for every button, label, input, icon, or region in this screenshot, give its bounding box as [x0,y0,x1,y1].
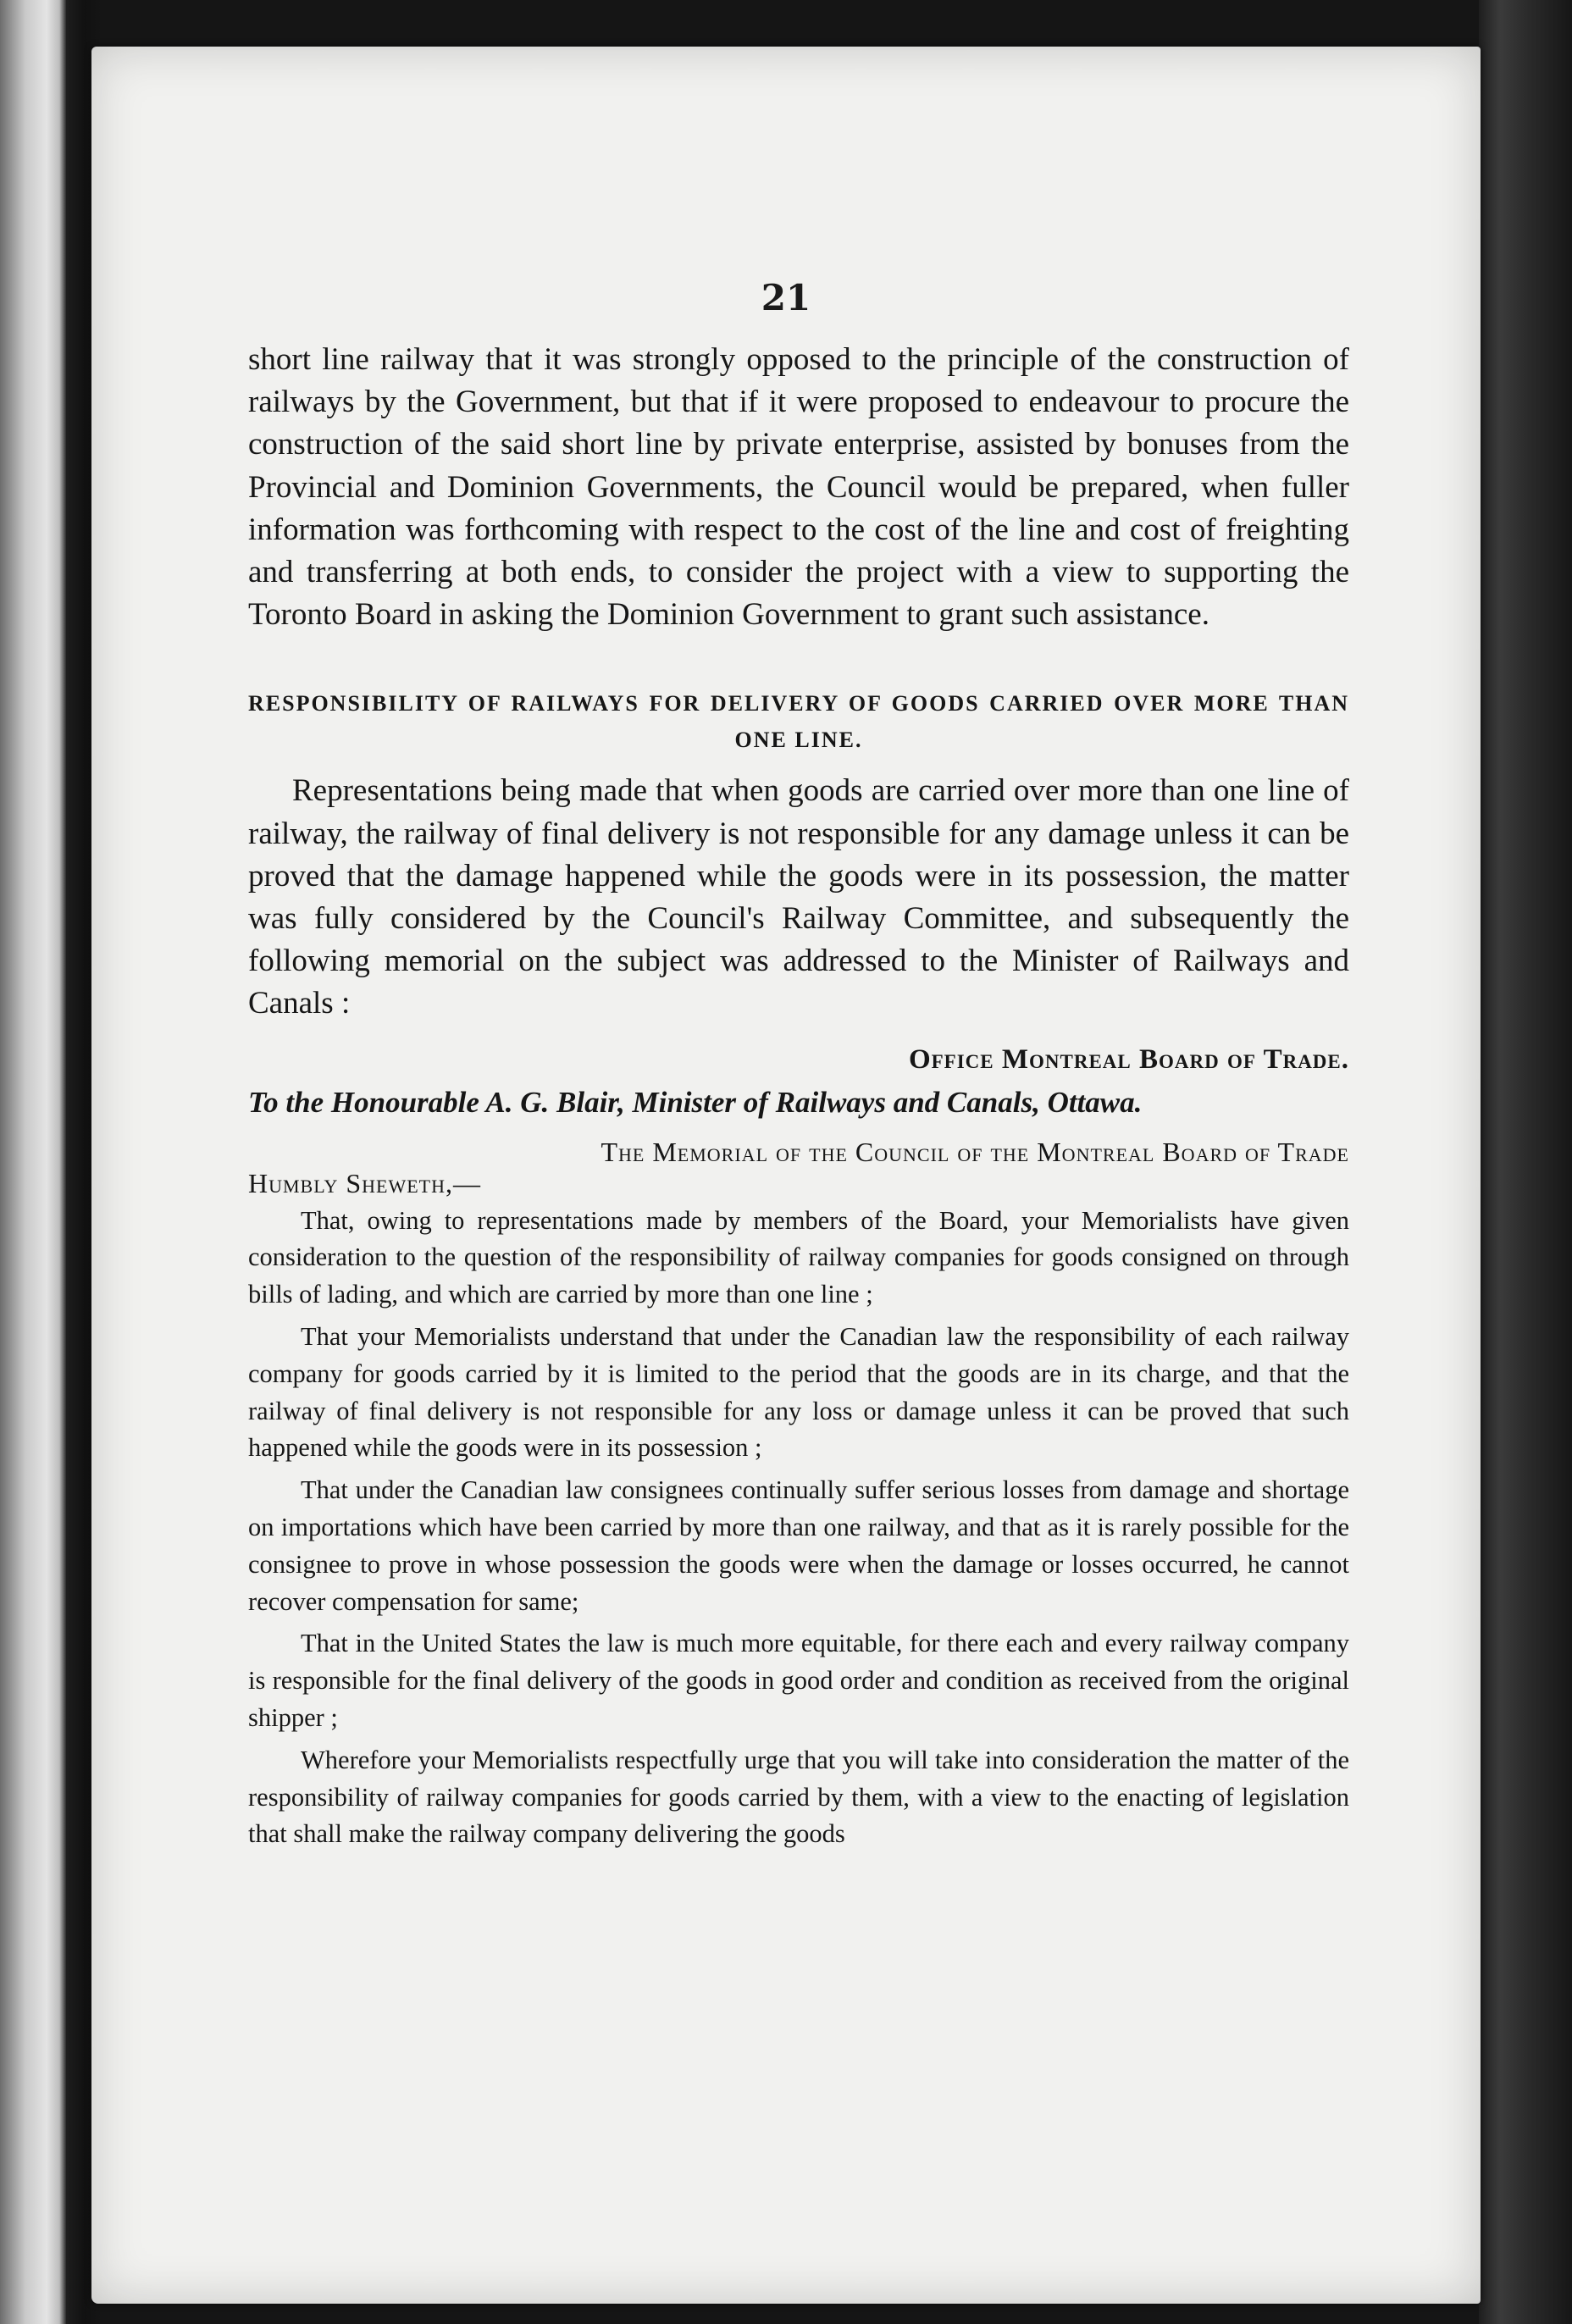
memorial-paragraph: That under the Canadian law consignees continually suffer serious losses from damage and shortage on importations which have been carried by more than one railway, and that as it is rarely possible for the consignee to prove in whose possession the goods were when the damage or losses occurred, he cannot recover compensation for same; [248,1475,1349,1616]
salutation: Humbly Sheweth,— [248,1167,482,1198]
memorial-paragraph: Wherefore your Memorialists respectfully urge that you will take into consideration the matter of the responsibility of railway companies for goods carried by them, with a view to the enacting of legislation that shall make the railway company delivering the goods [248,1745,1349,1849]
book-cover-edge [1479,0,1572,2324]
memorial-paragraph: That in the United States the law is much more equitable, for there each and every railway company is responsible for the final delivery of the goods in good order and condition as received from the original shipper ; [248,1629,1349,1732]
page-content [248,339,1349,1858]
memorial-paragraph: That, owing to representations made by members of the Board, your Memorialists have given consideration to the question of the responsibility of railway companies for goods consigned on through bills of lading, and which are carried by more than one line ; [248,1205,1349,1309]
office-line: Office Montreal Board of Trade. [908,1043,1349,1075]
book-page [91,47,1481,2304]
addressee: To the Honourable A. G. Blair, Minister of Railways and Canals, Ottawa. [248,1085,1143,1119]
page-number: 21 [761,277,811,318]
opening-paragraph: short line railway that it was strongly opposed to the principle of the construction of railways by the Government, but that if it were proposed to endeavour to procure the construction of the said short line by private enterprise, assisted by bonuses from the Provincial and Dominion Governments, the Council would be prepared, when fuller information was forthcoming with respect to the cost of the line and cost of freighting and transferring at both ends, to consider the project with a view to supporting the Toronto Board in asking the Dominion Government to grant such assistance. [248,342,1349,633]
section-paragraph: Representations being made that when goods are carried over more than one line of railway, the railway of final delivery is not responsible for any damage unless it can be proved that the damage happened while the goods were in its possession, the matter was fully considered by the Council's Railway Committee, and subsequently the following memorial on the subject was addressed to the Minister of Railways and Canals : [248,773,1349,1021]
memorial-title: The Memorial of the Council of the Montreal Board of Trade [601,1136,1349,1167]
section-heading: RESPONSIBILITY OF RAILWAYS FOR DELIVERY OF GOODS CARRIED OVER MORE THAN ONE LINE. [248,691,1349,753]
memorial-paragraph: That your Memorialists understand that under the Canadian law the responsibility of each railway company for goods carried by it is limited to the period that the goods are in its charge, and that the railway of final delivery is not responsible for any loss or damage unless it can be proved that such happened while the goods were in its possession ; [248,1322,1349,1463]
left-page-edge [0,0,66,2324]
